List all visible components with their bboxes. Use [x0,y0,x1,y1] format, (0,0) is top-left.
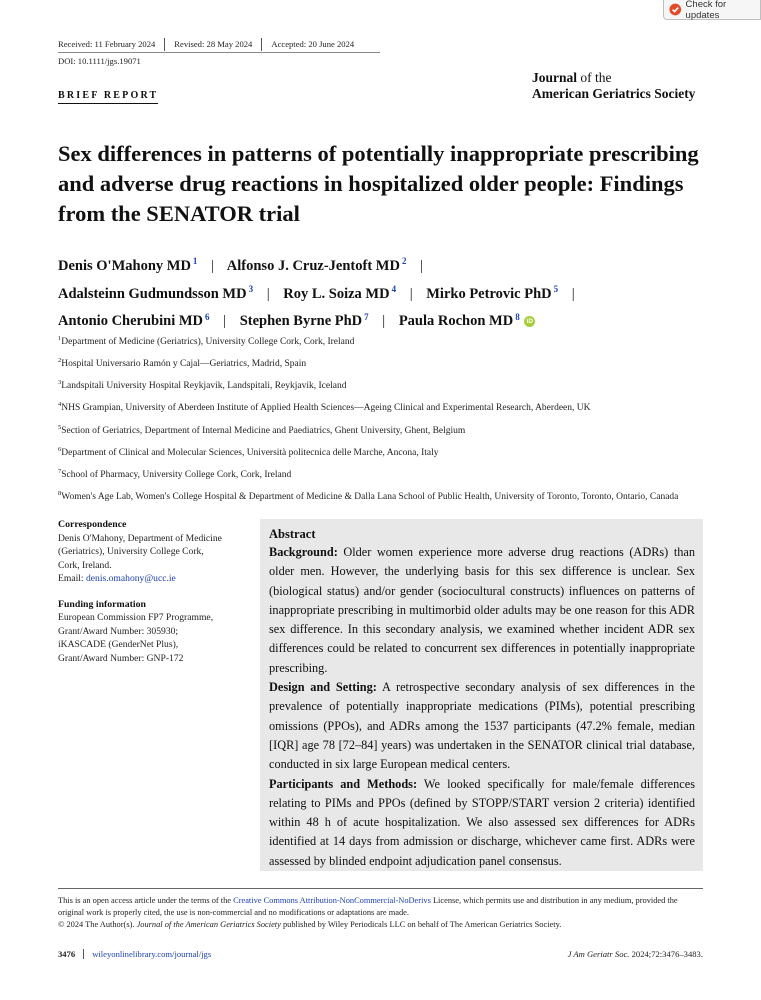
funding-block [58,598,248,666]
affiliation: $^5$Section of Geriatrics, Department of Internal Medicine and Paediatrics, Ghent University, Ghent, Belgium [58,423,466,436]
author-separator: | [266,285,270,302]
affiliation: $^6$Department of Clinical and Molecular Sciences, Università politecnica delle Marche, Ancona, Italy [58,445,439,458]
doi: DOI: 10.1111/jgs.19071 [58,56,141,66]
check-updates-icon [669,3,682,16]
author-separator: | [409,285,413,302]
author[interactable]: Antonio Cherubini MD $^6$ [58,311,210,330]
author[interactable]: Stephen Byrne PhD $^7$ [239,311,369,330]
affiliation: $^4$NHS Grampian, University of Aberdeen Institute of Applied Health Sciences—Ageing Clinical and Experimental Research, Aberdeen, UK [58,401,591,414]
journal-site-link[interactable]: wileyonlinelibrary.com/journal/jgs [92,949,212,959]
funding-line: Grant/Award Number: 305930; [58,625,179,637]
affiliation: $^3$Landspitali University Hospital Reykjavik, Landspitali, Reykjavik, Iceland [58,379,347,392]
correspondence-email-line: Email: denis.omahony@ucc.ie [58,573,176,584]
sidebar [58,518,248,677]
correspondence-line: Denis O'Mahony, Department of Medicine [58,532,222,544]
affiliation: $^8$Women's Age Lab, Women's College Hospital & Department of Medicine & Dalla Lana School of Public Health, University of Toronto, Toronto, Ontario, Canada [58,490,679,503]
author-separator: | [382,313,386,330]
license-notice: This is an open access article under the terms of the Creative Commons Attribution-NonCommercial-NoDerivs License, which permits use and distribution in any medium, provided the original work is properly cited, the use is non-commercial and no modifications or adaptations are made. © 2024 The Author(s). Journal of the American Geriatrics Society published by Wiley Periodicals LLC on behalf of The American Geriatrics Society. [58,895,703,931]
check-for-updates-button[interactable] [663,0,761,20]
check-updates-label: Check for updates [685,0,727,21]
journal-line2: American Geriatrics Society [532,86,696,101]
email-link[interactable]: denis.omahony@ucc.ie [85,573,176,584]
article-title: Sex differences in patterns of potentially inappropriate prescribing and adverse drug reactions in hospitalized older people: Findings from the SENATOR trial [58,141,699,226]
author-separator: | [420,257,423,274]
abstract-design: Design and Setting: A retrospective secondary analysis of sex differences in the prevalence of potentially inappropriate medications (PIMs), potential prescribing omissions (PPOs), and ADRs among the 1537 participants (47.2% female, median [IQR] age 78 [72–84] years) was undertaken in the SENATOR clinical trial database, conducted in six large European medical centers. [269,680,695,772]
dates-divider [58,52,380,53]
author[interactable]: Mirko Petrovic PhD $^5$ [426,283,559,302]
author-list [58,250,718,333]
author[interactable]: Denis O'Mahony MD $^1$ [58,256,198,274]
author[interactable]: Roy L. Soiza MD $^4$ [283,283,397,302]
article-dates [58,38,363,51]
correspondence-heading: Correspondence [58,519,127,530]
section-label: BRIEF REPORT [58,90,158,104]
license-link[interactable]: Creative Commons Attribution-NonCommercial-NoDerivs [233,896,431,905]
author-separator: | [211,257,214,274]
footer-divider [58,888,703,889]
funding-line: European Commission FP7 Programme, [58,612,214,623]
page-number: 3476 [58,949,84,959]
affiliation: $^1$Department of Medicine (Geriatrics), University College Cork, Cork, Ireland [58,335,355,348]
revised-date: Revised: 28 May 2024 [164,38,261,51]
author[interactable]: Adalsteinn Gudmundsson MD $^3$ [58,283,254,302]
copyright: © 2024 The Author(s). Journal of the American Geriatrics Society published by Wiley Periodicals LLC on behalf of The American Geriatrics Society. [58,920,562,929]
correspondence-block [58,518,248,586]
affiliations [58,332,698,509]
funding-line: iKASCADE (GenderNet Plus), [58,639,179,650]
journal-name [532,70,695,102]
abstract-methods: Participants and Methods: We looked specifically for male/female differences relating to PIMs and PPOs (defined by STOPP/START version 2 criteria) identified within 48 h of acute hospitalization. We also assessed sex differences for ADRs identified at 14 days from admission or discharge, whichever came first. ADRs were assessed by blinded endpoint adjudication panel consensus. [269,776,695,868]
funding-heading: Funding information [58,598,146,610]
received-date: Received: 11 February 2024 [58,39,156,49]
journal-prefix: Journal [532,70,578,85]
page-footer [58,949,703,959]
funding-line: Grant/Award Number: GNP-172 [58,652,184,664]
journal-middle: of the [577,70,612,85]
author[interactable]: Paula Rochon MD $^8$ [398,311,520,330]
accepted-date: Accepted: 20 June 2024 [261,38,363,51]
affiliation: $^2$Hospital Universario Ramón y Cajal—Geriatrics, Madrid, Spain [58,357,307,370]
author[interactable]: Alfonso J. Cruz-Jentoft MD $^2$ [226,256,407,274]
abstract-background: Background: Older women experience more adverse drug reactions (ADRs) than older men. However, the underlying basis for this sex difference is unclear. Sex (biological status) and/or gender (sociocultural constructs) influences on patterns of inappropriate prescribing in multimorbid older adults may be one reason for this ADR sex difference. In this secondary analysis, we examined whether incident ADR sex differences could be related to concurrent sex differences in potentially inappropriate prescribing. [269,545,695,675]
affiliation: $^7$School of Pharmacy, University College Cork, Cork, Ireland [58,467,292,481]
correspondence-line: (Geriatrics), University College Cork, [58,546,204,557]
author-separator: | [223,313,227,330]
abstract-box [260,519,703,871]
orcid-icon[interactable]: iD [524,316,535,327]
citation: J Am Geriatr Soc. 2024;72:3476–3483. [567,949,703,959]
author-separator: | [571,285,575,302]
correspondence-line: Cork, Ireland. [58,559,112,571]
abstract-heading: Abstract [269,527,316,541]
